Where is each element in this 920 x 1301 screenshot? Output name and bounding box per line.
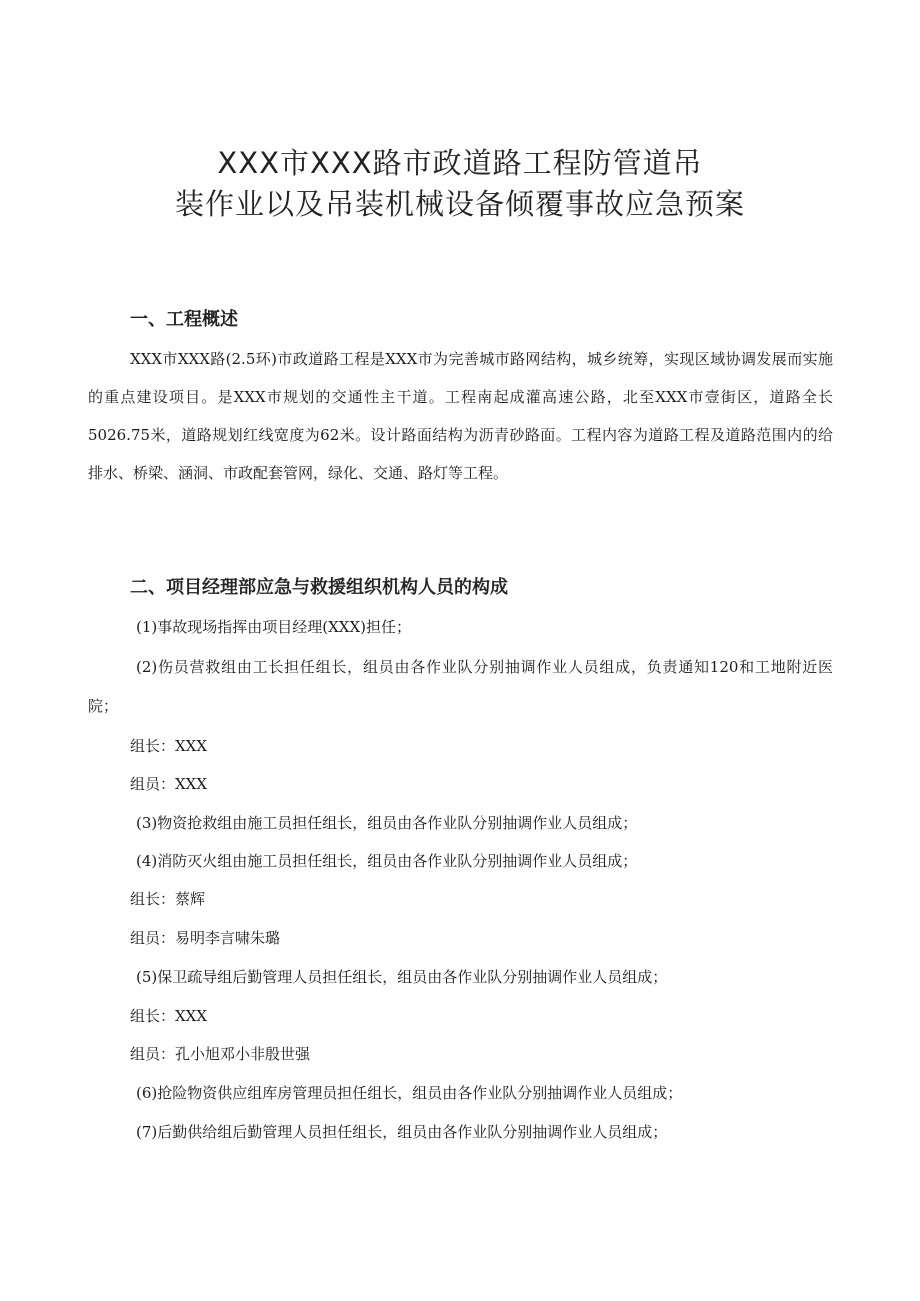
section-1-heading: 一、工程概述 [130, 309, 238, 330]
section-1-paragraph-line: 5026.75米，道路规划红线宽度为62米。设计路面结构为沥青砂路面。工程内容为道路工程及道路范围内的给 [88, 426, 833, 444]
list-item-7: (7)后勤供给组后勤管理人员担任组长，组员由各作业队分别抽调作业人员组成； [136, 1123, 668, 1141]
team-leader: 组长：XXX [130, 737, 208, 755]
list-item-4: (4)消防灭火组由施工员担任组长，组员由各作业队分别抽调作业人员组成； [136, 852, 638, 870]
team-members: 组员：XXX [130, 775, 208, 793]
list-item-5: (5)保卫疏导组后勤管理人员担任组长，组员由各作业队分别抽调作业人员组成； [136, 968, 668, 986]
list-item-2-continuation: 院； [88, 697, 119, 715]
document-title-line-1: XXX市XXX路市政道路工程防管道吊 [217, 146, 703, 180]
section-2-heading: 二、项目经理部应急与救援组织机构人员的构成 [130, 577, 508, 598]
team-members: 组员：易明李言啸朱璐 [130, 929, 281, 947]
team-members: 组员：孔小旭邓小非殷世强 [130, 1045, 311, 1063]
section-1-paragraph-line: 的重点建设项目。是XXX市规划的交通性主干道。工程南起成灌高速公路，北至XXX市壹街区，道路全长 [88, 388, 833, 406]
team-leader: 组长：蔡辉 [130, 890, 206, 908]
document-title-line-2: 装作业以及吊装机械设备倾覆事故应急预案 [174, 187, 745, 221]
list-item-2: (2)伤员营救组由工长担任组长，组员由各作业队分别抽调作业人员组成，负责通知120和工地附近医 [136, 658, 833, 676]
section-1-paragraph-line: 排水、桥梁、涵洞、市政配套管网，绿化、交通、路灯等工程。 [88, 464, 509, 482]
section-1-paragraph-line: XXX市XXX路(2.5环)市政道路工程是XXX市为完善城市路网结构，城乡统筹，实现区域协调发展而实施 [130, 350, 833, 368]
list-item-3: (3)物资抢救组由施工员担任组长，组员由各作业队分别抽调作业人员组成； [136, 814, 638, 832]
list-item-6: (6)抢险物资供应组库房管理员担任组长，组员由各作业队分别抽调作业人员组成； [136, 1084, 683, 1102]
team-leader: 组长：XXX [130, 1007, 208, 1025]
list-item-1: (1)事故现场指挥由项目经理(XXX)担任； [136, 618, 411, 636]
